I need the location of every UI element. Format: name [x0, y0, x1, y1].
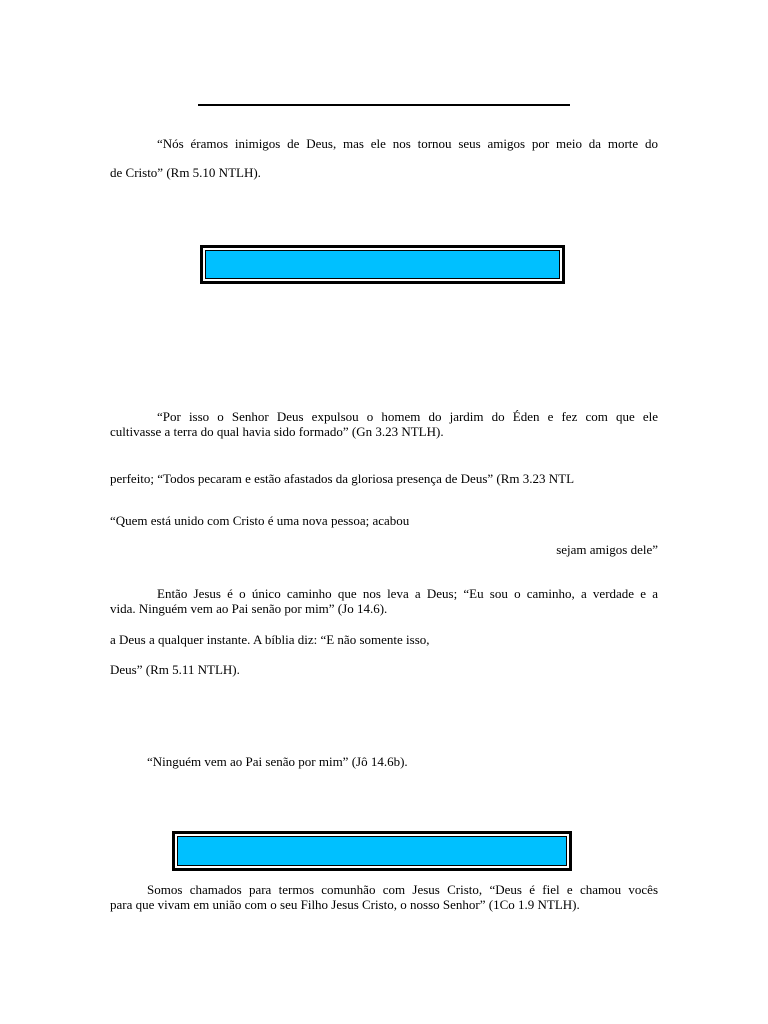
paragraph-1-line-1: “Nós éramos inimigos de Deus, mas ele nos tornou seus amigos por meio da morte do [157, 136, 658, 151]
paragraph-9 [110, 882, 658, 912]
paragraph-1-line-2: de Cristo” (Rm 5.10 NTLH). [110, 165, 261, 180]
cyan-banner-bottom-fill [177, 836, 567, 866]
paragraph-3-line: perfeito; “Todos pecaram e estão afastados da gloriosa presença de Deus” (Rm 3.23 NTL [110, 471, 575, 486]
paragraph-4 [110, 513, 658, 557]
paragraph-8 [110, 754, 658, 769]
paragraph-7 [110, 662, 658, 677]
paragraph-5 [110, 586, 658, 616]
paragraph-4-line-2: sejam amigos dele” [556, 542, 658, 557]
cyan-banner-bottom [172, 831, 572, 871]
paragraph-9-line-1: Somos chamados para termos comunhão com Jesus Cristo, “Deus é fiel e chamou vocês [147, 882, 658, 897]
paragraph-9-line-2: para que vivam em união com o seu Filho Jesus Cristo, o nosso Senhor” (1Co 1.9 NTLH). [110, 897, 580, 912]
paragraph-3 [110, 471, 658, 486]
paragraph-8-line: “Ninguém vem ao Pai senão por mim” (Jô 14.6b). [147, 754, 408, 769]
paragraph-1 [110, 136, 658, 180]
cyan-banner-top [200, 245, 565, 284]
paragraph-7-line: Deus” (Rm 5.11 NTLH). [110, 662, 240, 677]
horizontal-rule [198, 104, 570, 106]
paragraph-5-line-2: vida. Ninguém vem ao Pai senão por mim” (Jo 14.6). [110, 601, 388, 616]
paragraph-2-line-1: “Por isso o Senhor Deus expulsou o homem do jardim do Éden e fez com que ele [157, 409, 658, 424]
paragraph-6 [110, 632, 658, 647]
paragraph-2 [110, 409, 658, 439]
paragraph-4-line-1: “Quem está unido com Cristo é uma nova pessoa; acabou [110, 513, 410, 528]
paragraph-5-line-1: Então Jesus é o único caminho que nos leva a Deus; “Eu sou o caminho, a verdade e a [157, 586, 658, 601]
cyan-banner-top-fill [205, 250, 560, 279]
paragraph-6-line: a Deus a qualquer instante. A bíblia diz: “E não somente isso, [110, 632, 430, 647]
paragraph-2-line-2: cultivasse a terra do qual havia sido formado” (Gn 3.23 NTLH). [110, 424, 444, 439]
